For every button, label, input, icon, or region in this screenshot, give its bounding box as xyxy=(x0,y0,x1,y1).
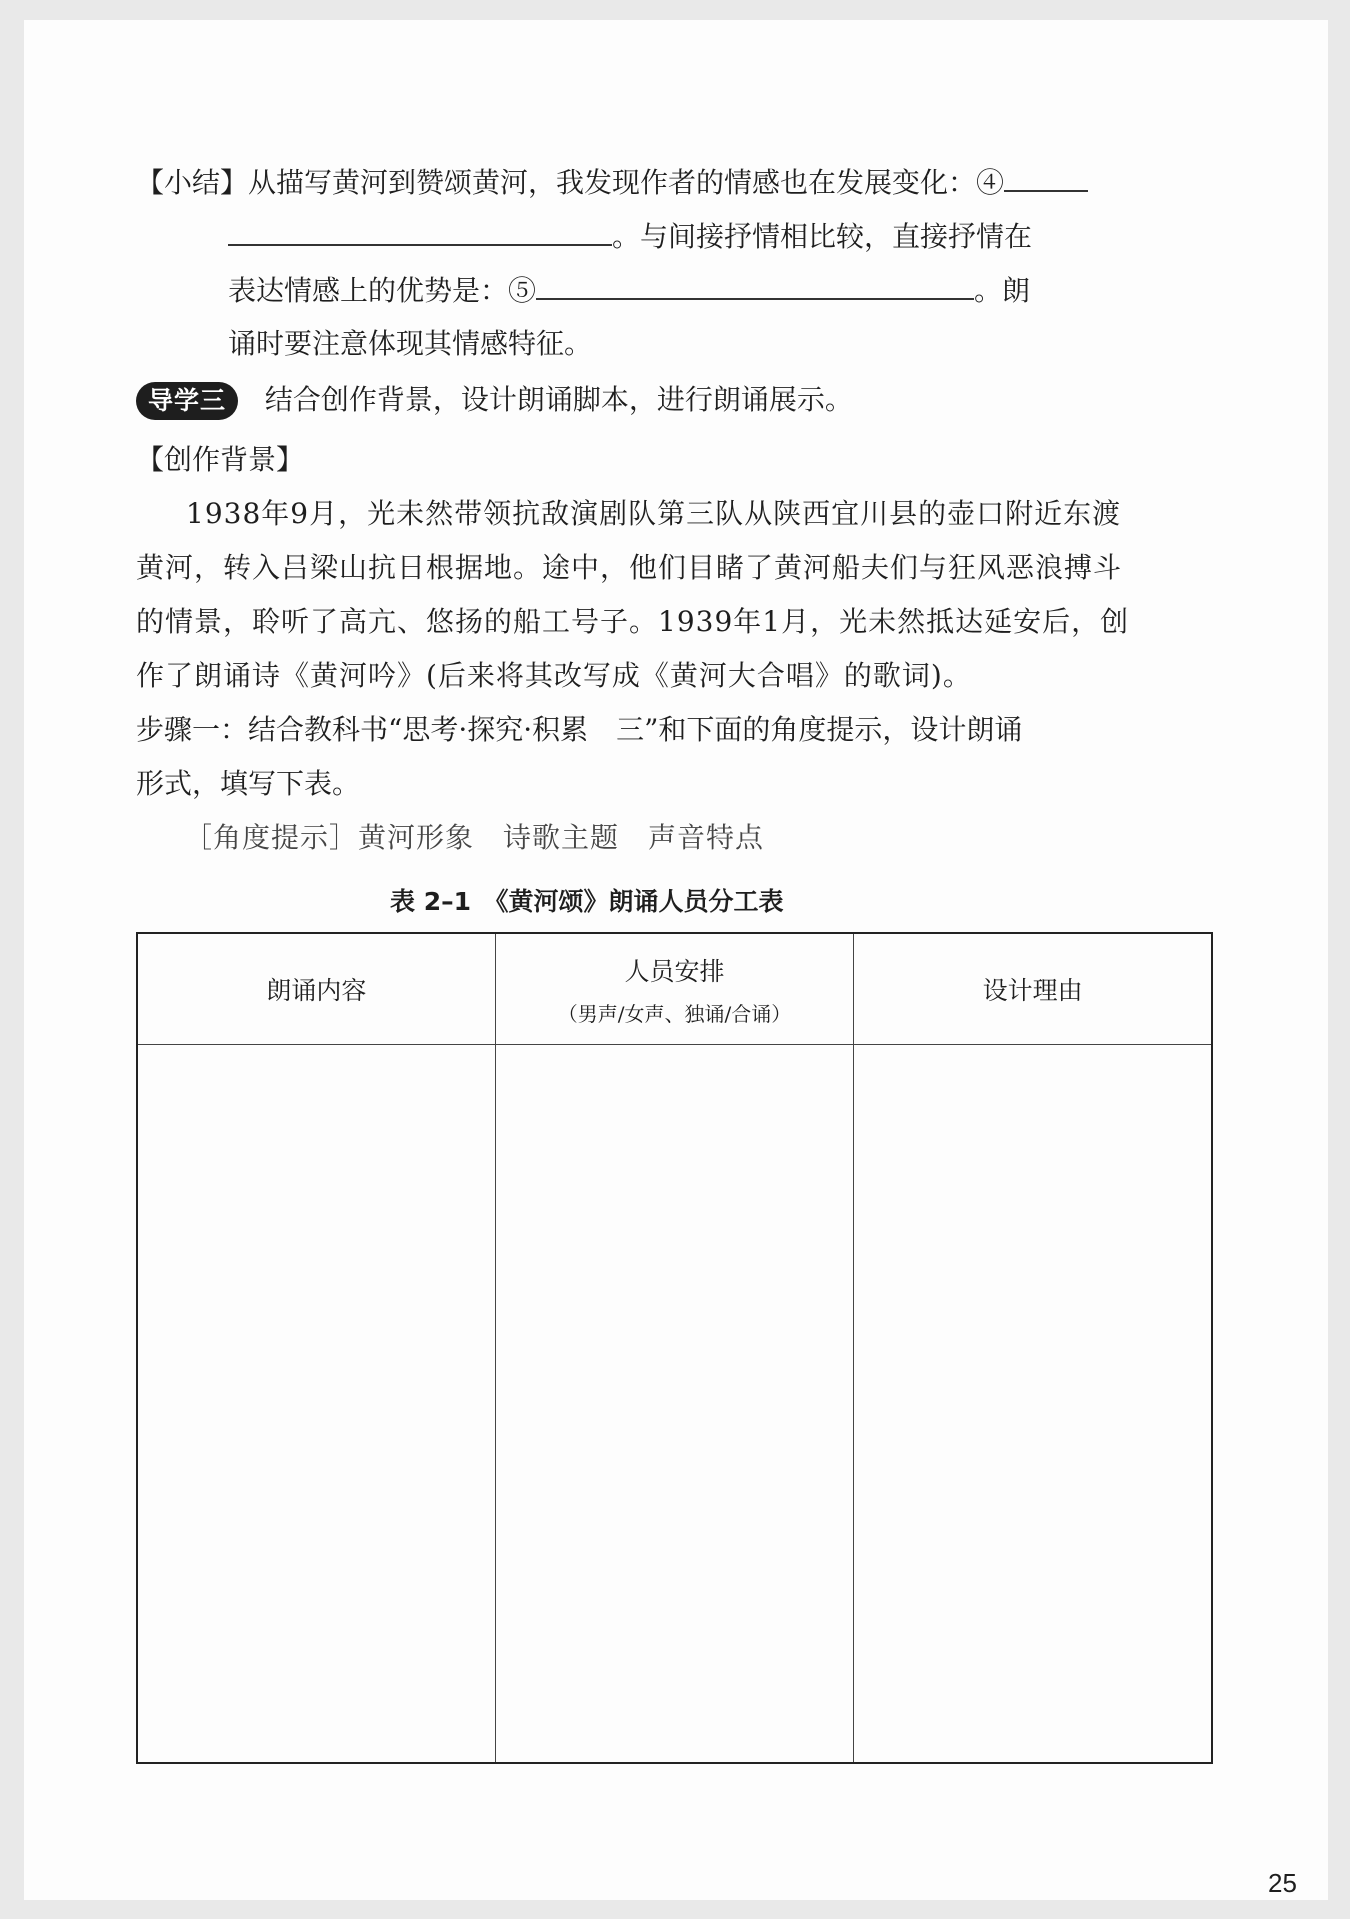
step-line-1: 步骤一：结合教科书“思考·探究·积累 三”和下面的角度提示，设计朗诵 xyxy=(136,713,1023,746)
header-personnel: 人员安排 （男声/女声、独诵/合诵） xyxy=(495,933,853,1045)
background-line-1: 1938年9月，光未然带领抗敌演剧队第三队从陕西宜川县的壶口附近东渡 xyxy=(186,497,1122,530)
table-row xyxy=(137,1045,1212,1764)
step-line-2: 形式，填写下表。 xyxy=(136,767,361,800)
cell-recitation-content[interactable] xyxy=(137,1045,495,1764)
section-badge: 导学三 xyxy=(136,382,238,420)
header-recitation-content: 朗诵内容 xyxy=(137,933,495,1045)
recitation-assignment-table xyxy=(136,932,1213,1764)
background-line-2: 黄河，转入吕梁山抗日根据地。途中，他们目睹了黄河船夫们与狂风恶浪搏斗 xyxy=(136,551,1123,584)
table-header-row xyxy=(137,933,1212,1045)
cell-personnel[interactable] xyxy=(495,1045,853,1764)
table-caption: 表 2–1 《黄河颂》朗诵人员分工表 xyxy=(390,887,784,916)
summary-line-1 xyxy=(136,160,1088,205)
answer-blank-5[interactable] xyxy=(536,268,974,300)
summary-text-1: 从描写黄河到赞颂黄河，我发现作者的情感也在发展变化：④ xyxy=(248,166,1005,199)
workbook-page xyxy=(24,20,1328,1900)
summary-label: 【小结】 xyxy=(136,166,249,199)
summary-line-4: 诵时要注意体现其情感特征。 xyxy=(228,327,593,360)
summary-text-3-tail: 。朗 xyxy=(974,274,1031,307)
angle-hint: ［角度提示］黄河形象 诗歌主题 声音特点 xyxy=(184,821,765,854)
summary-text-3: 表达情感上的优势是：⑤ xyxy=(228,274,537,307)
background-line-3: 的情景，聆听了高亢、悠扬的船工号子。1939年1月，光未然抵达延安后，创 xyxy=(136,605,1130,638)
background-line-4: 作了朗诵诗《黄河吟》(后来将其改写成《黄河大合唱》的歌词)。 xyxy=(136,659,972,692)
summary-line-3 xyxy=(228,268,1030,313)
answer-blank-4b[interactable] xyxy=(228,214,612,246)
answer-blank-4a[interactable] xyxy=(1004,160,1088,192)
cell-design-reason[interactable] xyxy=(854,1045,1212,1764)
summary-text-2: 。与间接抒情相比较，直接抒情在 xyxy=(612,220,1033,253)
background-label: 【创作背景】 xyxy=(136,443,305,476)
page-number: 25 xyxy=(1268,1868,1297,1898)
header-personnel-sub: （男声/女声、独诵/合诵） xyxy=(557,1001,792,1026)
section-heading xyxy=(136,378,853,422)
header-design-reason: 设计理由 xyxy=(854,933,1212,1045)
section-title: 结合创作背景，设计朗诵脚本，进行朗诵展示。 xyxy=(264,383,853,416)
summary-line-2 xyxy=(228,214,1032,259)
